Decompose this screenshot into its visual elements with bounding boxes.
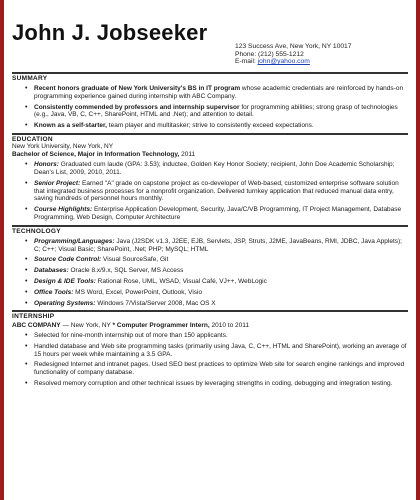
technology-item bbox=[34, 289, 408, 297]
education-item bbox=[34, 161, 408, 177]
job-title: * Computer Programmer Intern, bbox=[112, 322, 210, 330]
technology-item-text: Visual SourceSafe, Git bbox=[101, 256, 169, 264]
summary-item bbox=[34, 122, 408, 130]
school-name: New York University, New York, NY bbox=[12, 142, 114, 150]
education-item-label: Senior Project: bbox=[34, 179, 81, 187]
technology-item bbox=[34, 278, 408, 286]
summary-item-text: whose academic credentials are reinforced by hands-on programming experience gained during internship with ABC Company. bbox=[34, 85, 404, 100]
degree-year: 2011 bbox=[179, 150, 196, 158]
technology-item-text: Oracle 8.x/9.x, SQL Server, MS Access bbox=[68, 267, 184, 275]
internship-item: • Handled database and Web site programming tasks (primarily using Java, C, C++, HTML and SharePoint), working an average of 15 hours per week while maintaining a 3.5 GPA. bbox=[34, 343, 408, 359]
education-item-label: Course Highlights: bbox=[34, 206, 93, 214]
technology-item-text: Rational Rose, UML, WSAD, Visual Café, VJ++, WebLogic bbox=[95, 277, 267, 285]
summary-item bbox=[34, 104, 408, 120]
summary-item-text: team player and multitasker; strive to consistently exceed expectations. bbox=[106, 122, 314, 130]
technology-item-text: Java (J2SDK v1.3, J2EE, EJB, Servlets, JSP, Struts, J2ME, JavaBeans, RMI, JDBC, Java Applets); C; C++; Visual Basic; SharePoint, .Net; PHP; MySQL; HTML bbox=[34, 237, 402, 253]
education-section bbox=[12, 133, 408, 222]
internship-section bbox=[12, 310, 408, 387]
education-item-text: Enterprise Application Development, Security, Java/C/VB Programming, IT Project Management, Database Programming, Web Design, Computer Architecture bbox=[34, 206, 402, 221]
summary-list bbox=[12, 85, 408, 130]
education-item bbox=[34, 206, 408, 222]
summary-item-lead: Known as a self-starter, bbox=[34, 122, 107, 130]
technology-item-label: Programming/Languages: bbox=[34, 237, 115, 245]
applicant-name: John J. Jobseeker bbox=[12, 20, 208, 45]
email-line bbox=[235, 58, 352, 66]
technology-item-text: Windows 7/Vista/Server 2008, Mac OS X bbox=[95, 299, 216, 307]
resume-header bbox=[4, 0, 416, 70]
summary-heading: SUMMARY bbox=[12, 72, 408, 82]
technology-item-label: Office Tools: bbox=[34, 288, 74, 296]
technology-item bbox=[34, 300, 408, 308]
education-item-text: Earned "A" grade on capstone project as co-developer of Web-based, customized enterprise software solution that integrated business processes for a nonprofit organization. Delivered turnkey application that reduced manual data entry, saving hundreds of personnel hours monthly. bbox=[34, 179, 399, 203]
technology-list bbox=[12, 238, 408, 308]
technology-item-text: MS Word, Excel, PowerPoint, Outlook, Visio bbox=[73, 288, 203, 296]
email-label: E-mail: bbox=[235, 58, 256, 66]
summary-item-lead: Recent honors graduate of New York University's BS in IT program bbox=[34, 85, 241, 92]
degree: Bachelor of Science, Major in Information Technology, bbox=[12, 150, 180, 158]
company-name: ABC COMPANY bbox=[12, 322, 61, 330]
company-location: — New York, NY bbox=[60, 322, 113, 330]
summary-item-lead: Consistently commended by professors and internship supervisor bbox=[34, 103, 240, 111]
technology-item bbox=[34, 256, 408, 264]
internship-list bbox=[12, 332, 408, 388]
technology-item bbox=[34, 267, 408, 275]
technology-item-label: Source Code Control: bbox=[34, 256, 102, 264]
internship-heading: INTERNSHIP bbox=[12, 310, 408, 320]
internship-item: • Redesigned Internet and intranet pages. Used SEO best practices to optimize Web site for search engine rankings and improved functionality of company database. bbox=[34, 361, 408, 377]
education-heading: EDUCATION bbox=[12, 133, 408, 143]
technology-section bbox=[12, 225, 408, 308]
technology-item-label: Operating Systems: bbox=[34, 299, 96, 307]
degree-line bbox=[12, 151, 408, 159]
education-item-label: Honors: bbox=[34, 161, 59, 169]
technology-heading: TECHNOLOGY bbox=[12, 225, 408, 235]
summary-item-text: for programming abilities; strong grasp of technologies (e.g., Java, VB, C, C++, SharePoint, HTML and .Net); and attention to detail. bbox=[34, 103, 398, 119]
phone: Phone: (212) 555-1212 bbox=[235, 50, 304, 58]
contact-block bbox=[235, 43, 352, 66]
technology-item-label: Design & IDE Tools: bbox=[34, 277, 96, 285]
technology-item-label: Databases: bbox=[34, 267, 69, 275]
technology-item bbox=[34, 238, 408, 254]
job-dates: 2010 to 2011 bbox=[209, 322, 249, 330]
email-link[interactable]: john@yahoo.com bbox=[257, 58, 310, 66]
summary-item bbox=[34, 85, 408, 101]
address: 123 Success Ave, New York, NY 10017 bbox=[235, 43, 352, 50]
summary-section bbox=[12, 72, 408, 130]
education-list bbox=[12, 161, 408, 222]
education-item bbox=[34, 180, 408, 203]
internship-item: • Selected for nine-month internship out of more than 150 applicants. bbox=[34, 332, 408, 340]
education-item-text: Graduated cum laude (GPA: 3.53); inductee, Golden Key Honor Society; recipient, John Doe Academic Scholarship; Dean's List, 2009, 2010, 2011. bbox=[34, 161, 395, 176]
internship-item: • Resolved memory corruption and other technical issues by leveraging strengths in coding, debugging and integration testing. bbox=[34, 380, 408, 388]
internship-title-line bbox=[12, 322, 408, 330]
